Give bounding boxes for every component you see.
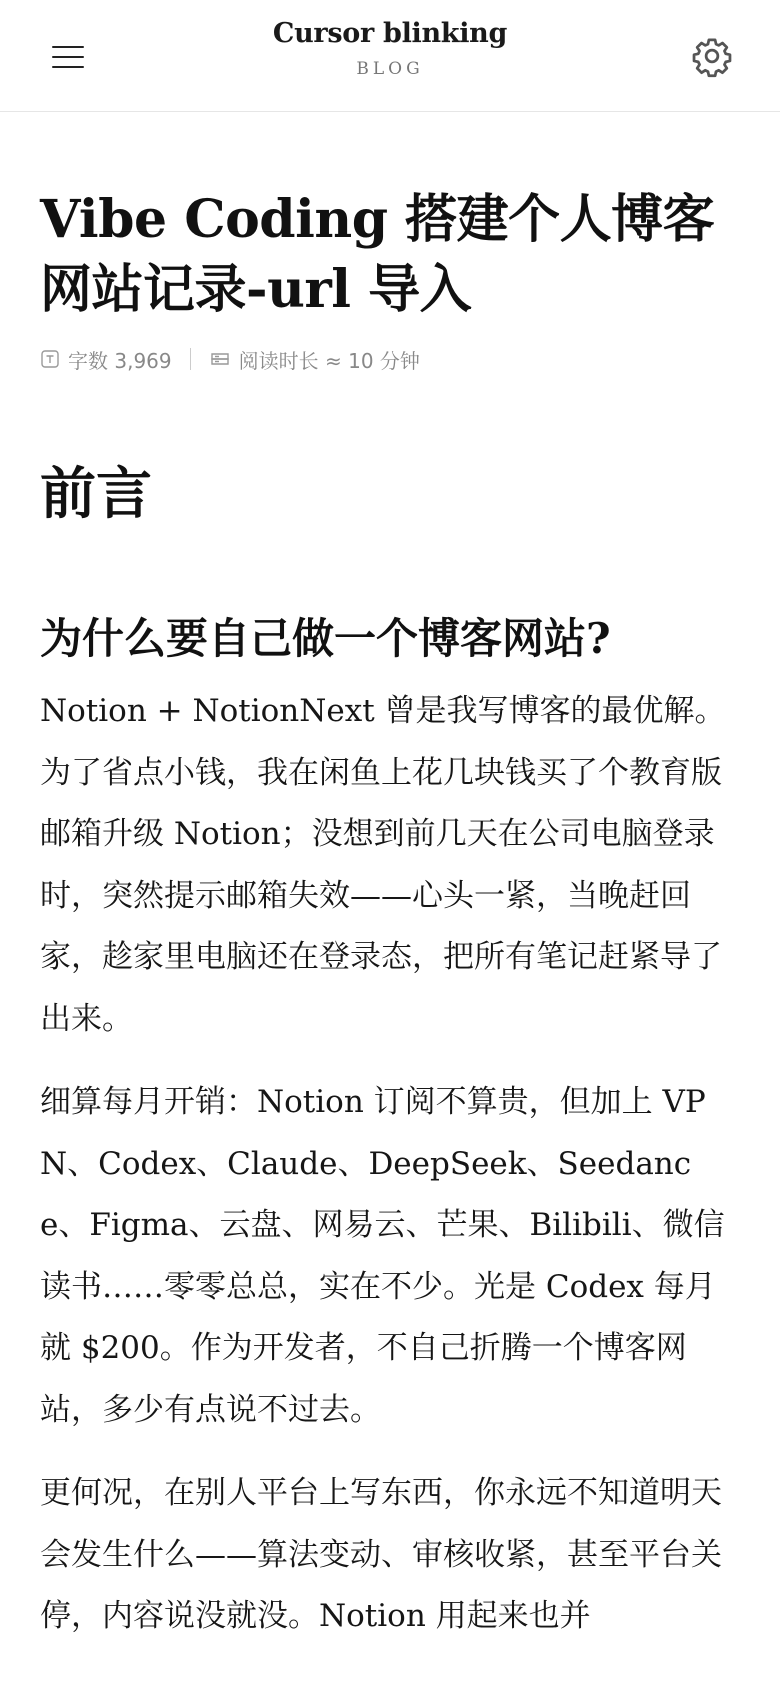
settings-button[interactable]: [690, 34, 734, 78]
paragraph: 更何况，在别人平台上写东西，你永远不知道明天会发生什么——算法变动、审核收紧，甚至平台关停，内容说没就没。Notion 用起来也并: [40, 1475, 722, 1634]
post-title: Vibe Coding 搭建个人博客网站记录-url 导入: [40, 189, 715, 320]
gear-icon: [690, 34, 734, 78]
menu-button[interactable]: [34, 32, 100, 82]
site-brand[interactable]: [190, 16, 590, 82]
paragraph: 细算每月开销：Notion 订阅不算贵，但加上 VPN、Codex、Claude、DeepSeek、Seedance、Figma、云盘、网易云、芒果、Bilibili、微信读书……零零总总，实在不少。光是 Codex 每月就 $200。作为开发者，不自己折腾一个博客网站，多少有点说不过去。: [40, 1084, 725, 1428]
hamburger-menu-icon-line: [52, 56, 84, 58]
book-icon: [209, 349, 231, 369]
reading-time: 阅读时长 ≈ 10 分钟: [238, 348, 420, 373]
post-meta: [40, 339, 740, 379]
article: [40, 185, 740, 1648]
paragraph: Notion + NotionNext 曾是我写博客的最优解。为了省点小钱，我在闲鱼上花几块钱买了个教育版邮箱升级 Notion；没想到前几天在公司电脑登录时，突然提示邮箱失效——心头一紧，当晚赶回家，趁家里电脑还在登录态，把所有笔记赶紧导了出来。: [40, 693, 726, 1037]
site-subtitle: BLOG: [356, 59, 424, 79]
hamburger-menu-icon-line: [52, 66, 84, 68]
site-header: [0, 0, 780, 112]
subsection-heading: 为什么要自己做一个博客网站?: [40, 614, 611, 663]
site-title[interactable]: Cursor blinking: [272, 18, 508, 49]
text-icon: [40, 349, 60, 369]
section-heading: 前言: [40, 461, 152, 527]
meta-divider: [190, 348, 191, 370]
hamburger-menu-icon: [52, 46, 84, 48]
word-count: 字数 3,969: [68, 348, 172, 373]
